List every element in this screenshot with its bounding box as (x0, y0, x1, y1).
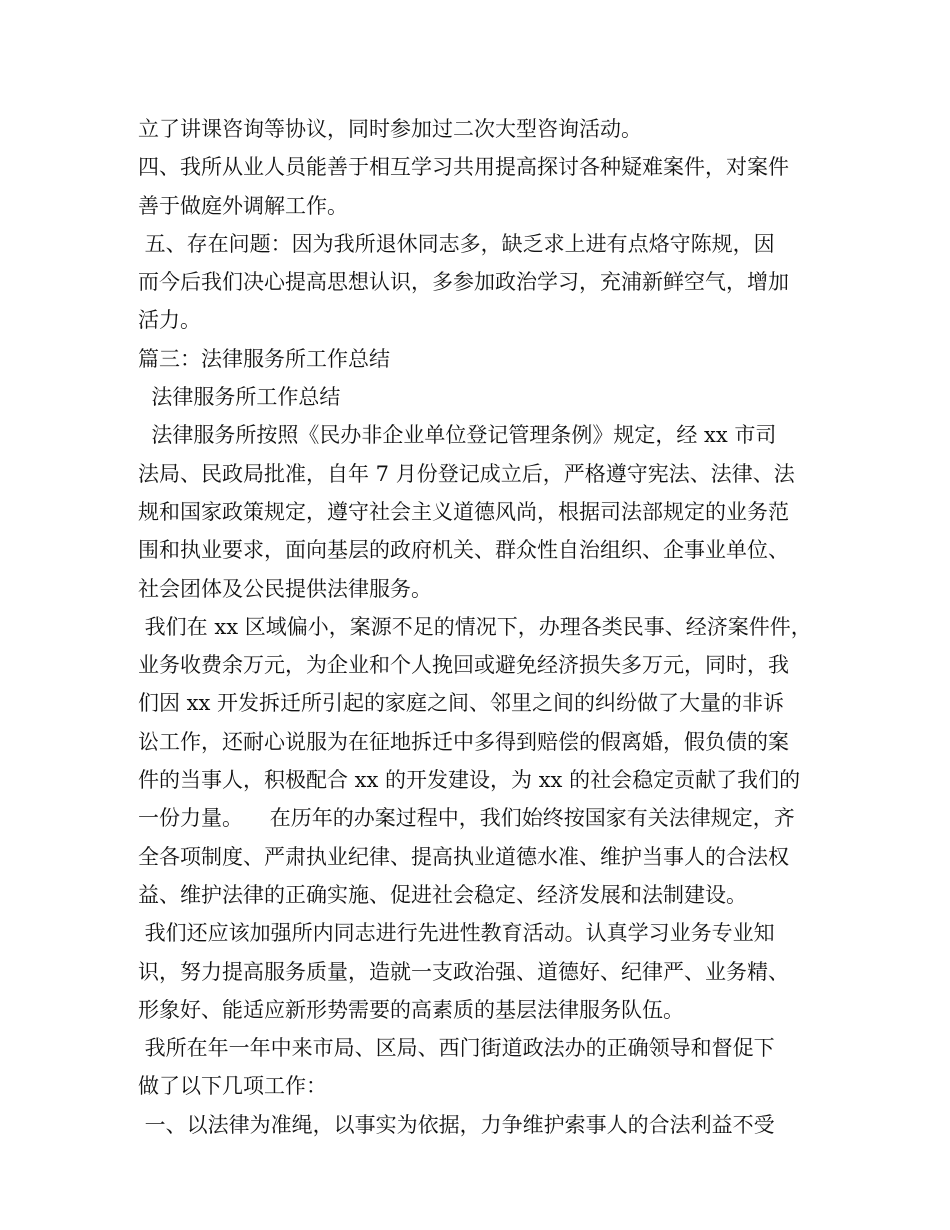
text-line: 益、维护法律的正确实施、促进社会稳定、经济发展和法制建设。 (138, 882, 747, 907)
text-line: 善于做庭外调解工作。 (138, 193, 348, 218)
document-body (138, 110, 838, 1144)
text-line: 而今后我们决心提高思想认识，多参加政治学习，充浦新鲜空气，增加 (138, 270, 789, 295)
text-line: 业务收费余万元，为企业和个人挽回或避免经济损失多万元，同时，我 (138, 653, 789, 678)
text-line: 我们在 xx 区域偏小，案源不足的情况下，办理各类民事、经济案件件， (138, 614, 812, 639)
text-line: 们因 xx 开发拆迁所引起的家庭之间、邻里之间的纠纷做了大量的非诉 (138, 691, 785, 716)
text-line: 我所在年一年中来市局、区局、西门街道政法办的正确领导和督促下 (138, 1036, 775, 1061)
text-line: 一、以法律为准绳，以事实为依据，力争维护索事人的合法利益不受 (138, 1112, 775, 1137)
text-line: 识，努力提高服务质量，造就一支政治强、道德好、纪律严、业务精、 (138, 959, 789, 984)
section-heading: 篇三：法律服务所工作总结 (138, 346, 390, 371)
text-line: 讼工作，还耐心说服为在征地拆迁中多得到赔偿的假离婚，假负债的案 (138, 729, 789, 754)
text-line: 法局、民政局批准，自年 7 月份登记成立后，严格遵守宪法、法律、法 (138, 461, 795, 486)
text-line: 社会团体及公民提供法律服务。 (138, 576, 432, 601)
text-line: 形象好、能适应新形势需要的高素质的基层法律服务队伍。 (138, 997, 684, 1022)
text-line: 四、我所从业人员能善于相互学习共用提高探讨各种疑难案件，对案件 (138, 155, 789, 180)
text-line: 立了讲课咨询等协议，同时参加过二次大型咨询活动。 (138, 117, 642, 141)
text-line: 件的当事人，积极配合 xx 的开发建设，为 xx 的社会稳定贡献了我们的 (138, 768, 801, 793)
text-line: 全各项制度、严肃执业纪律、提高执业道德水准、维护当事人的合法权 (138, 844, 789, 869)
text-line: 活力。 (138, 308, 201, 333)
text-line: 围和执业要求，面向基层的政府机关、群众性自治组织、企事业单位、 (138, 538, 789, 563)
text-line: 做了以下几项工作： (138, 1074, 327, 1099)
text-line: 我们还应该加强所内同志进行先进性教育活动。认真学习业务专业知 (138, 921, 775, 946)
text-line: 一份力量。 在历年的办案过程中，我们始终按国家有关法律规定，齐 (138, 806, 795, 831)
section-subtitle: 法律服务所工作总结 (138, 385, 341, 410)
text-line: 五、存在问题：因为我所退休同志多，缺乏求上进有点烙守陈规，因 (138, 231, 775, 256)
text-line: 法律服务所按照《民办非企业单位登记管理条例》规定，经 xx 市司 (138, 423, 777, 448)
text-line: 规和国家政策规定，遵守社会主义道德风尚，根据司法部规定的业务范 (138, 499, 789, 524)
